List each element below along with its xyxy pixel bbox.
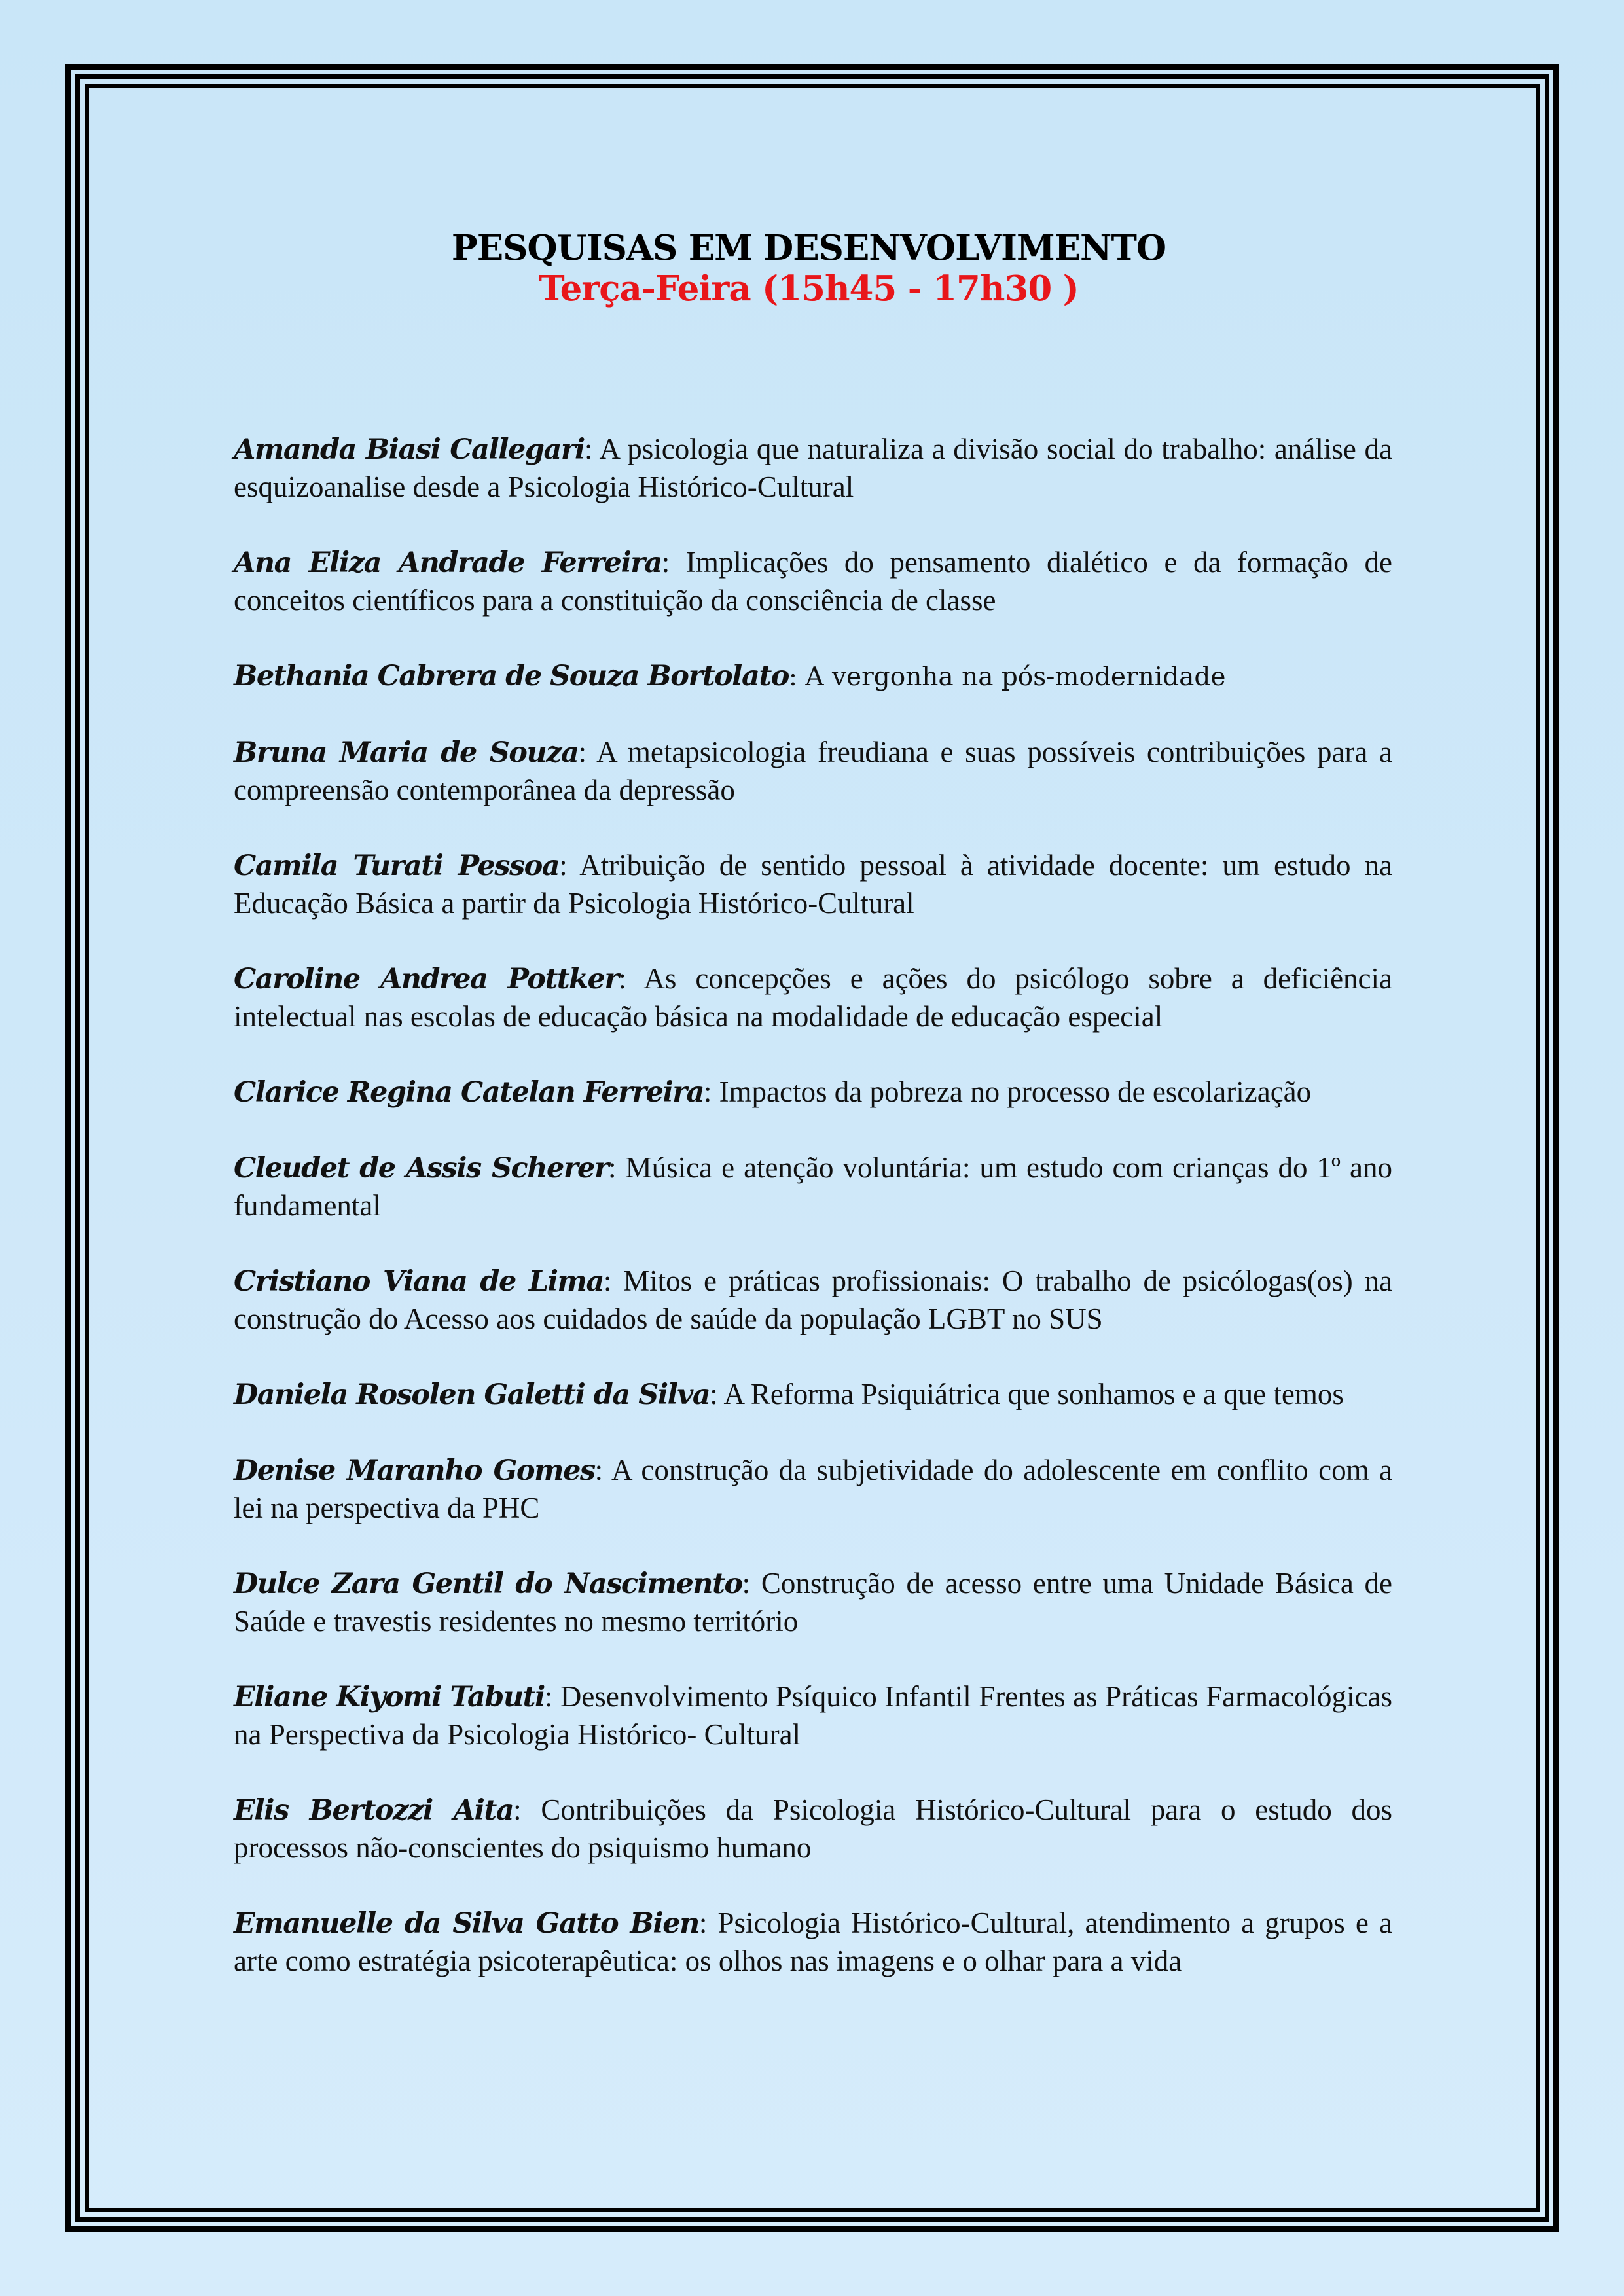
research-title: : Psicologia Histórico-Cultural, atendimento a grupos e a arte como estratégia psicoterapêutica: os olhos nas imagens e o olhar para a vida — [234, 1907, 1392, 1977]
research-title: : Construção de acesso entre uma Unidade Básica de Saúde e travestis residentes no mesmo território — [234, 1567, 1392, 1638]
list-item — [234, 1905, 1392, 1980]
list-item — [234, 1376, 1392, 1414]
author-name: Ana Eliza Andrade Ferreira — [234, 547, 662, 579]
author-name: Emanuelle da Silva Gatto Bien — [234, 1907, 699, 1940]
research-list — [234, 431, 1392, 2018]
research-title: : A Reforma Psiquiátrica que sonhamos e a que temos — [710, 1378, 1344, 1410]
list-item — [234, 734, 1392, 809]
research-title: : Impactos da pobreza no processo de escolarização — [703, 1075, 1312, 1108]
research-title: : As concepções e ações do psicólogo sobre a deficiência intelectual nas escolas de educação básica na modalidade de educação especial — [234, 962, 1392, 1033]
author-name: Cleudet de Assis Scherer — [234, 1152, 609, 1185]
research-title: : A construção da subjetividade do adolescente em conflito com a lei na perspectiva da PHC — [234, 1454, 1392, 1524]
list-item — [234, 1263, 1392, 1338]
author-name: Cristiano Viana de Lima — [234, 1265, 604, 1298]
author-name: Caroline Andrea Pottker — [234, 963, 619, 996]
research-title: : Mitos e práticas profissionais: O trabalho de psicólogas(os) na construção do Acesso aos cuidados de saúde da população LGBT no SUS — [234, 1265, 1392, 1335]
list-item — [234, 960, 1392, 1035]
author-name: Bruna Maria de Souza — [234, 736, 579, 769]
list-item — [234, 1073, 1392, 1111]
list-item — [234, 1791, 1392, 1867]
research-title: : Atribuição de sentido pessoal à atividade docente: um estudo na Educação Básica a partir da Psicologia Histórico-Cultural — [234, 849, 1392, 920]
list-item — [234, 431, 1392, 506]
research-title: : A vergonha na pós-modernidade — [788, 662, 1226, 692]
author-name: Clarice Regina Catelan Ferreira — [234, 1076, 704, 1109]
list-item — [234, 657, 1392, 696]
list-item — [234, 847, 1392, 922]
list-item — [234, 1149, 1392, 1225]
research-title: : Contribuições da Psicologia Histórico-Cultural para o estudo dos processos não-conscientes do psiquismo humano — [234, 1793, 1392, 1864]
author-name: Eliane Kiyomi Tabuti — [234, 1681, 545, 1713]
author-name: Camila Turati Pessoa — [234, 850, 560, 882]
header — [0, 228, 1624, 309]
list-item — [234, 1565, 1392, 1640]
author-name: Dulce Zara Gentil do Nascimento — [234, 1568, 742, 1600]
research-title: : A psicologia que naturaliza a divisão social do trabalho: análise da esquizoanalise desde a Psicologia Histórico-Cultural — [234, 433, 1392, 503]
research-title: : Implicações do pensamento dialético e da formação de conceitos científicos para a constituição da consciência de classe — [234, 546, 1392, 617]
research-title: : Música e atenção voluntária: um estudo com crianças do 1º ano fundamental — [234, 1151, 1392, 1222]
author-name: Bethania Cabrera de Souza Bortolato — [234, 660, 789, 692]
research-title: : Desenvolvimento Psíquico Infantil Frentes as Práticas Farmacológicas na Perspectiva da Psicologia Histórico- Cultural — [234, 1680, 1392, 1751]
page-title: PESQUISAS EM DESENVOLVIMENTO — [451, 228, 1166, 268]
author-name: Daniela Rosolen Galetti da Silva — [234, 1378, 710, 1411]
session-time: Terça-Feira (15h45 - 17h30 ) — [539, 268, 1079, 309]
author-name: Amanda Biasi Callegari — [234, 433, 585, 466]
list-item — [234, 544, 1392, 619]
list-item — [234, 1678, 1392, 1753]
author-name: Elis Bertozzi Aita — [234, 1794, 514, 1827]
list-item — [234, 1452, 1392, 1527]
research-title: : A metapsicologia freudiana e suas possíveis contribuições para a compreensão contemporânea da depressão — [234, 736, 1392, 806]
author-name: Denise Maranho Gomes — [234, 1454, 595, 1487]
